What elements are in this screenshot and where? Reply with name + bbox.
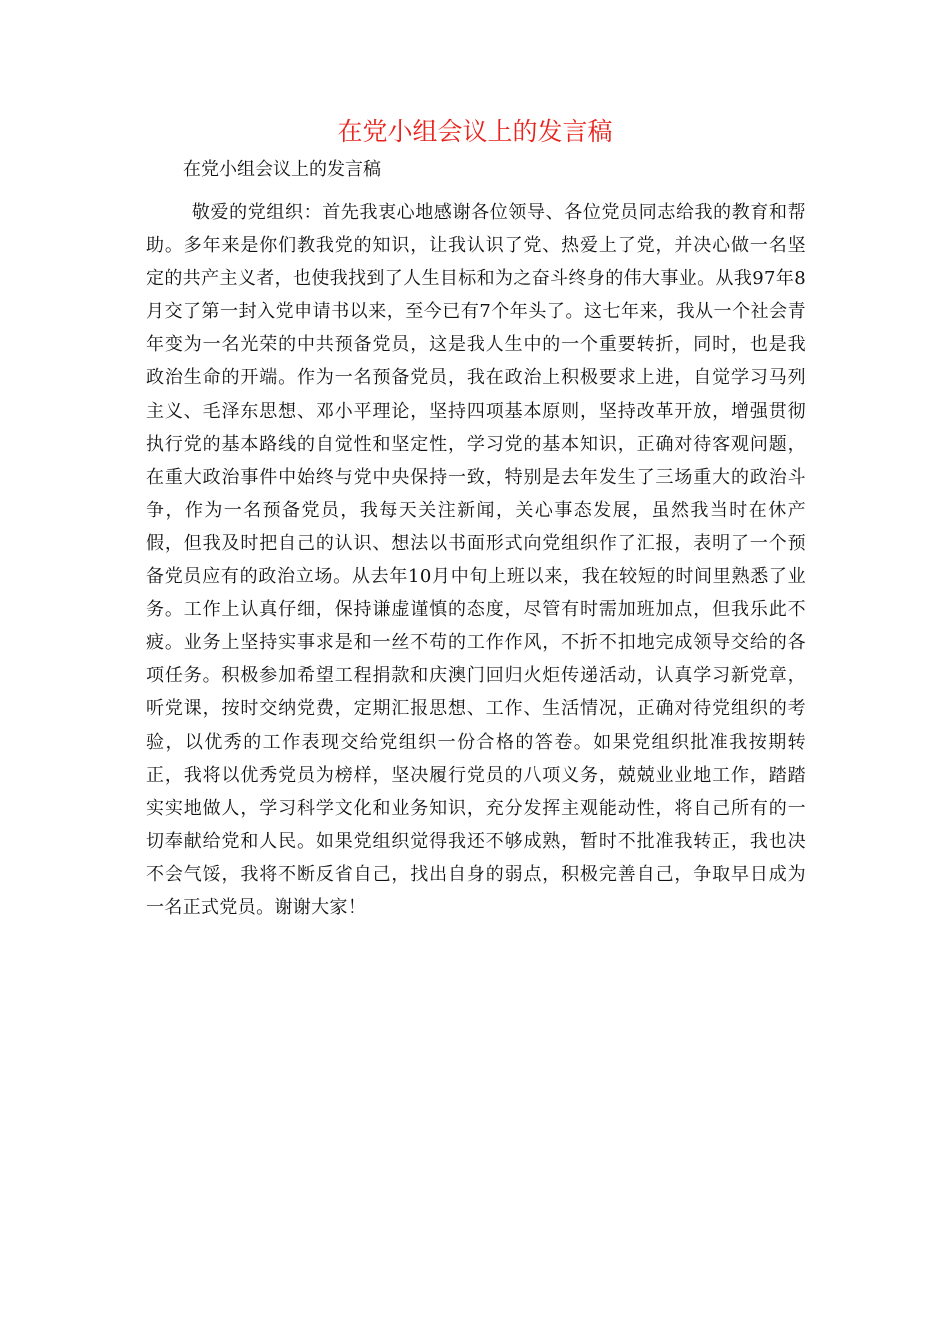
document-title: 在党小组会议上的发言稿 [337, 117, 613, 146]
document-body-paragraph: 敬爱的党组织：首先我衷心地感谢各位领导、各位党员同志给我的教育和帮助。多年来是你们教我党的知识，让我认识了党、热爱上了党，并决心做一名坚定的共产主义者，也使我找到了人生目标和为之奋斗终身的伟大事业。从我97年8月交了第一封入党申请书以来，至今已有7个年头了。这七年来，我从一个社会青年变为一名光荣的中共预备党员，这是我人生中的一个重要转折，同时，也是我政治生命的开端。作为一名预备党员，我在政治上积极要求上进，自觉学习马列主义、毛泽东思想、邓小平理论，坚持四项基本原则，坚持改革开放，增强贯彻执行党的基本路线的自觉性和坚定性，学习党的基本知识，正确对待客观问题，在重大政治事件中始终与党中央保持一致，特别是去年发生了三场重大的政治斗争，作为一名预备党员，我每天关注新闻，关心事态发展，虽然我当时在休产假，但我及时把自己的认识、想法以书面形式向党组织作了汇报，表明了一个预备党员应有的政治立场。从去年10月中旬上班以来，我在较短的时间里熟悉了业务。工作上认真仔细，保持谦虚谨慎的态度，尽管有时需加班加点，但我乐此不疲。业务上坚持实事求是和一丝不苟的工作作风，不折不扣地完成领导交给的各项任务。积极参加希望工程捐款和庆澳门回归火炬传递活动，认真学习新党章，听党课，按时交纳党费，定期汇报思想、工作、生活情况，正确对待党组织的考验，以优秀的工作表现交给党组织一份合格的答卷。如果党组织批准我按期转正，我将以优秀党员为榜样，坚决履行党员的八项义务，兢兢业业地工作，踏踏实实地做人，学习科学文化和业务知识，充分发挥主观能动性，将自己所有的一切奉献给党和人民。如果党组织觉得我还不够成熟，暂时不批准我转正，我也决不会气馁，我将不断反省自己，找出自身的弱点，积极完善自己，争取早日成为一名正式党员。谢谢大家！ [146, 202, 806, 918]
document-subtitle: 在党小组会议上的发言稿 [183, 159, 381, 180]
